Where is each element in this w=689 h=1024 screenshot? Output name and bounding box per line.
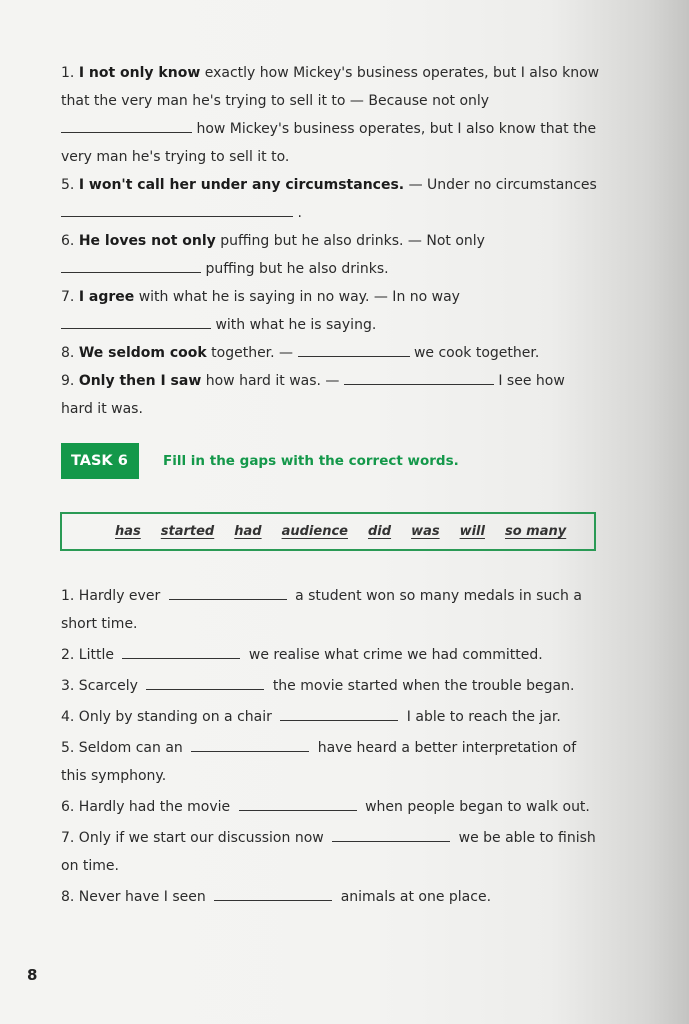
- item-continuation: how Mickey's business operates, but I also know that the very man he's trying to sell it to.: [61, 121, 597, 165]
- word-bank-item: has: [115, 524, 141, 539]
- item-continuation: we cook together.: [413, 345, 540, 361]
- item-bold-phrase: I not only know: [78, 65, 201, 81]
- sentence-end: I able to reach the jar.: [406, 709, 561, 725]
- answer-gap[interactable]: [169, 587, 287, 600]
- answer-gap[interactable]: [61, 316, 211, 329]
- answer-gap[interactable]: [298, 344, 410, 357]
- gap-fill-sentence: [61, 883, 601, 911]
- item-number: 8.: [61, 345, 75, 361]
- item-bold-phrase: We seldom cook: [78, 345, 207, 361]
- item-number: 7.: [61, 289, 75, 305]
- answer-gap[interactable]: [239, 798, 357, 811]
- sentence-start: 2. Little: [61, 647, 114, 663]
- item-continuation: .: [297, 205, 302, 221]
- item-continuation: puffing but he also drinks.: [205, 261, 389, 277]
- item-bold-phrase: I won't call her under any circumstances.: [78, 177, 405, 193]
- answer-gap[interactable]: [146, 677, 264, 690]
- word-bank-item: was: [411, 524, 440, 539]
- item-text: — Under no circumstances: [408, 177, 597, 193]
- item-text: with what he is saying in no way. — In no way: [138, 289, 460, 305]
- sentence-start: 5. Seldom can an: [61, 740, 183, 756]
- sentence-start: 1. Hardly ever: [61, 588, 161, 604]
- answer-gap[interactable]: [332, 829, 450, 842]
- answer-gap[interactable]: [191, 739, 309, 752]
- answer-gap[interactable]: [280, 708, 398, 721]
- gap-fill-exercise: [61, 582, 601, 914]
- word-bank-item: started: [160, 524, 215, 539]
- item-continuation: with what he is saying.: [215, 317, 377, 333]
- sentence-end: animals at one place.: [340, 889, 492, 905]
- word-bank-item: will: [459, 524, 485, 539]
- item-continuation: I see how hard it was.: [61, 373, 565, 417]
- word-bank-item: did: [367, 524, 392, 539]
- item-number: 1.: [61, 65, 75, 81]
- exercise-item-5: [61, 171, 601, 227]
- item-bold-phrase: Only then I saw: [78, 373, 202, 389]
- item-text: exactly how Mickey's business operates, but I also know that the very man he's trying to sell it to — Because not only: [61, 65, 600, 109]
- exercise-item-6: [61, 227, 601, 283]
- exercise-item-9: [61, 367, 601, 423]
- sentence-end: have heard a better interpretation of this symphony.: [61, 740, 577, 784]
- item-bold-phrase: He loves not only: [78, 233, 216, 249]
- sentence-start: 6. Hardly had the movie: [61, 799, 231, 815]
- sentence-start: 7. Only if we start our discussion now: [61, 830, 324, 846]
- answer-gap[interactable]: [214, 888, 332, 901]
- sentence-end: we be able to finish on time.: [61, 830, 596, 874]
- answer-gap[interactable]: [122, 646, 240, 659]
- sentence-end: we realise what crime we had committed.: [248, 647, 543, 663]
- item-text: puffing but he also drinks. — Not only: [220, 233, 485, 249]
- word-bank-item: audience: [281, 524, 348, 539]
- item-number: 9.: [61, 373, 75, 389]
- task-badge: TASK 6: [61, 443, 139, 479]
- item-number: 6.: [61, 233, 75, 249]
- answer-gap[interactable]: [61, 120, 192, 133]
- gap-fill-sentence: [61, 824, 601, 880]
- gap-fill-sentence: [61, 582, 601, 638]
- sentence-end: the movie started when the trouble began.: [272, 678, 575, 694]
- sentence-start: 3. Scarcely: [61, 678, 138, 694]
- answer-gap[interactable]: [61, 260, 201, 273]
- sentence-end: a student won so many medals in such a short time.: [61, 588, 582, 632]
- transformation-exercise: [61, 59, 601, 423]
- page-number: 8: [27, 966, 38, 984]
- gap-fill-sentence: [61, 703, 601, 731]
- gap-fill-sentence: [61, 641, 601, 669]
- gap-fill-sentence: [61, 734, 601, 790]
- item-bold-phrase: I agree: [78, 289, 135, 305]
- sentence-start: 8. Never have I seen: [61, 889, 206, 905]
- exercise-item-1: [61, 59, 601, 171]
- word-bank-item: so many: [504, 524, 567, 539]
- answer-gap[interactable]: [61, 204, 293, 217]
- answer-gap[interactable]: [344, 372, 494, 385]
- exercise-item-7: [61, 283, 601, 339]
- word-bank: [60, 512, 596, 551]
- gap-fill-sentence: [61, 793, 601, 821]
- gap-fill-sentence: [61, 672, 601, 700]
- task-instruction: Fill in the gaps with the correct words.: [163, 453, 459, 469]
- item-text: together. —: [211, 345, 294, 361]
- task-header: [61, 443, 459, 479]
- item-number: 5.: [61, 177, 75, 193]
- sentence-start: 4. Only by standing on a chair: [61, 709, 272, 725]
- exercise-item-8: [61, 339, 601, 367]
- sentence-end: when people began to walk out.: [365, 799, 590, 815]
- word-bank-item: had: [234, 524, 262, 539]
- item-text: how hard it was. —: [205, 373, 340, 389]
